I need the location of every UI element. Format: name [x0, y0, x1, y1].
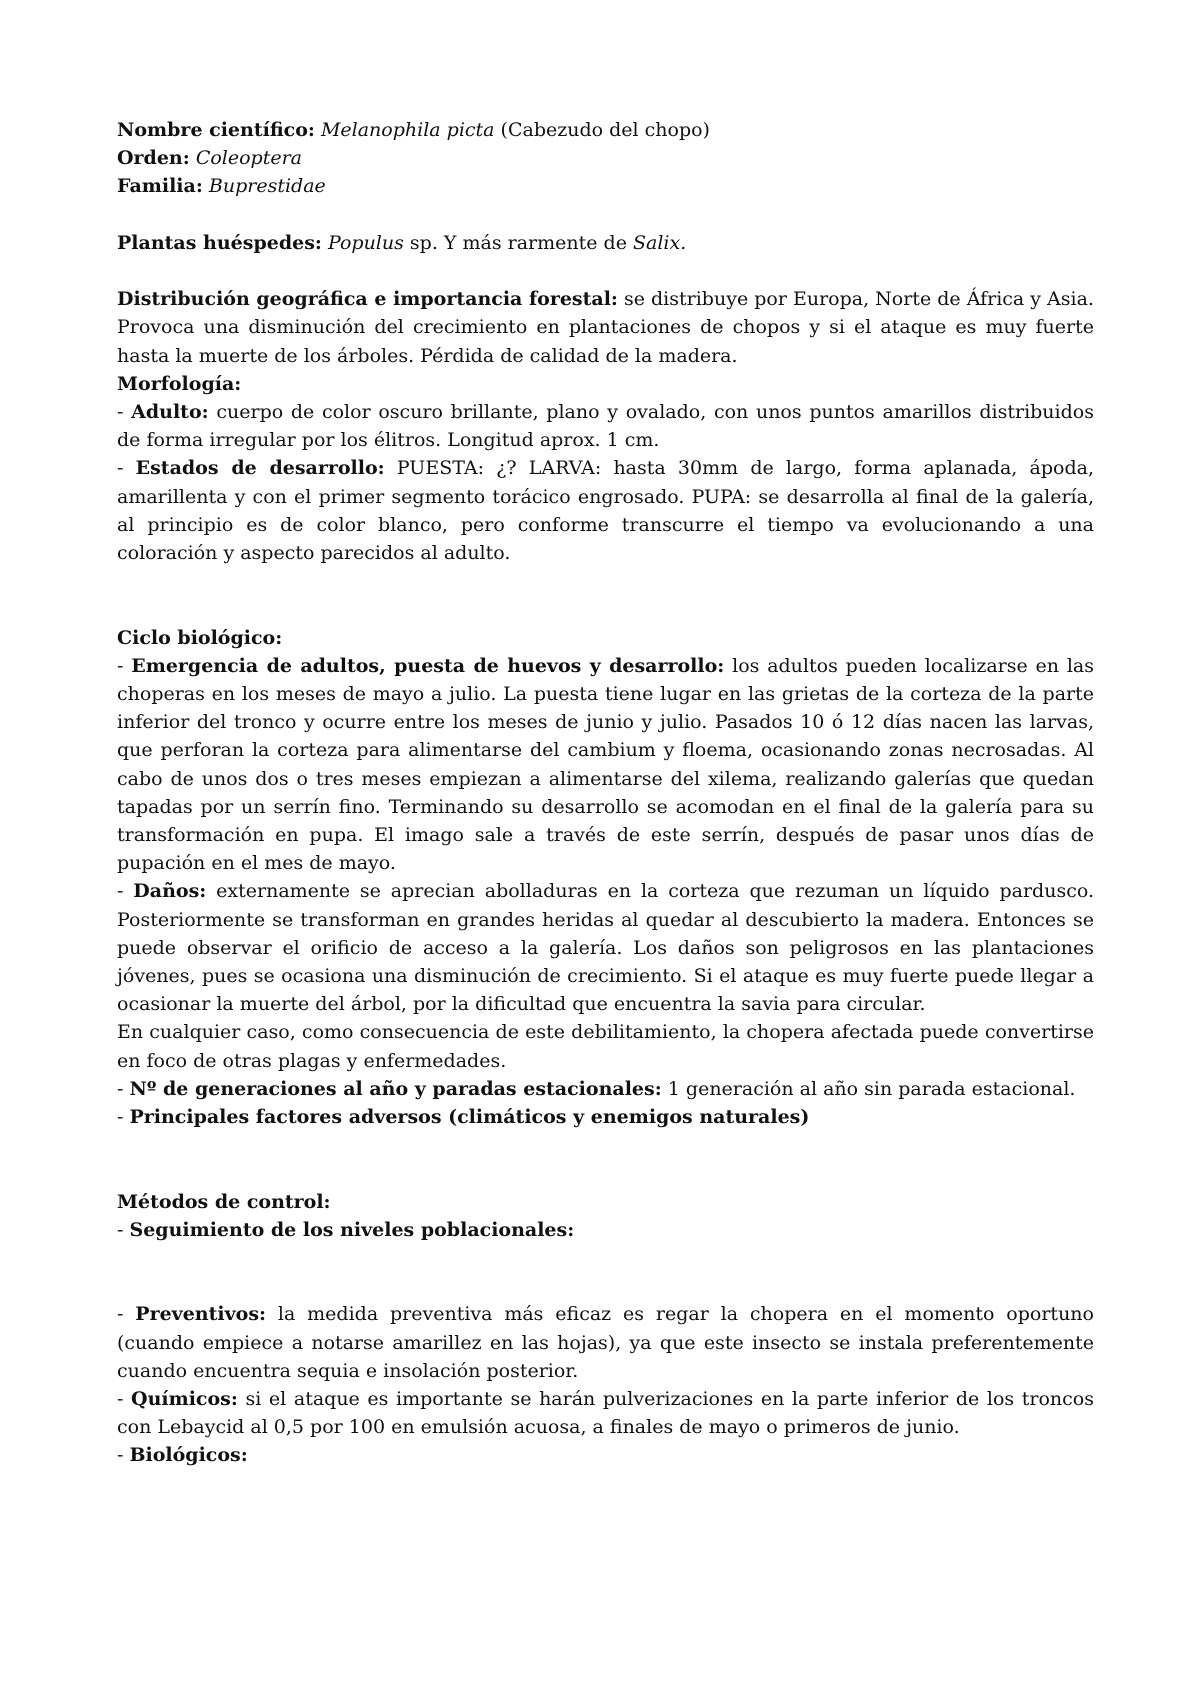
adverse-label: Principales factores adversos (climáticos y enemigos naturales) — [129, 1106, 810, 1129]
damage-label: Daños: — [133, 880, 207, 903]
preventive-paragraph — [117, 1300, 1094, 1385]
chemical-paragraph — [117, 1385, 1094, 1441]
morphology-heading: Morfología: — [117, 372, 242, 395]
stages-text: PUESTA: ¿? LARVA: hasta 30mm de largo, forma aplanada, ápoda, amarillenta y con el primer segmento torácico engrosado. PUPA: se desarrolla al final de la galería, al principio es de color blanco, pero conforme transcurre el tiempo va evolucionando a una coloración y aspecto parecidos al adulto. — [117, 457, 1094, 565]
preventive-text: la medida preventiva más eficaz es regar la chopera en el momento oportuno (cuando empiece a notarse amarillez en las hojas), ya que este insecto se instala preferentemente cuando encuentra sequia e insolación posterior. — [117, 1303, 1094, 1382]
generations-label: Nº de generaciones al año y paradas estacionales: — [129, 1077, 662, 1100]
emergence-prefix: - — [117, 654, 124, 677]
familia-value: Buprestidae — [208, 175, 326, 198]
control-heading: Métodos de control: — [117, 1190, 331, 1213]
document-page — [117, 116, 1094, 1470]
chemical-text: si el ataque es importante se harán pulverizaciones en la parte inferior de los troncos con Lebaycid al 0,5 por 100 en emulsión acuosa, a finales de mayo o primeros de junio. — [117, 1388, 1094, 1439]
monitoring-label: Seguimiento de los niveles poblacionales: — [129, 1218, 575, 1241]
damage-text: externamente se aprecian abolladuras en la corteza que rezuman un líquido pardusco. Posteriormente se transforman en grandes heridas al quedar al descubierto la madera. Entonces se puede observar el orificio de acceso a la galería. Los daños son peligrosos en las plantaciones jóvenes, pues se ocasiona una disminución de crecimiento. Si el ataque es muy fuerte puede llegar a ocasionar la muerte del árbol, por la dificultad que encuentra la savia para circular. — [117, 880, 1094, 1016]
adult-label: Adulto: — [131, 401, 209, 423]
generations-line — [117, 1075, 1094, 1103]
biological-prefix: - — [117, 1444, 124, 1467]
host-genus-salix: Salix. — [633, 231, 687, 254]
consequence-paragraph: En cualquier caso, como consecuencia de este debilitamiento, la chopera afectada puede convertirse en foco de otras plagas y enfermedades. — [117, 1021, 1094, 1072]
stages-label: Estados de desarrollo: — [135, 457, 385, 480]
emergence-paragraph — [117, 652, 1094, 878]
orden-line — [117, 144, 1094, 172]
chemical-prefix: - — [117, 1388, 124, 1411]
scientific-name-line — [117, 116, 1094, 144]
distribution-label: Distribución geográfica e importancia forestal: — [117, 288, 618, 311]
biological-line — [117, 1441, 1094, 1469]
damage-paragraph — [117, 877, 1094, 1018]
orden-label: Orden: — [117, 147, 190, 170]
monitoring-line — [117, 1216, 1094, 1244]
generations-text: 1 generación al año sin parada estacional. — [667, 1077, 1076, 1100]
development-stages-paragraph — [117, 454, 1094, 567]
chemical-label: Químicos: — [131, 1388, 238, 1411]
adult-text: cuerpo de color oscuro brillante, plano y ovalado, con unos puntos amarillos distribuidos de forma irregular por los élitros. Longitud aprox. 1 cm. — [117, 401, 1094, 452]
host-plants-line — [117, 229, 1094, 257]
cycle-heading: Ciclo biológico: — [117, 626, 283, 649]
monitoring-prefix: - — [117, 1218, 124, 1241]
preventive-label: Preventivos: — [135, 1303, 267, 1326]
host-genus-populus: Populus — [327, 231, 404, 254]
stages-prefix: - — [117, 457, 124, 480]
distribution-text: se distribuye por Europa, Norte de África y Asia. Provoca una disminución del crecimiento en plantaciones de chopos y si el ataque es muy fuerte hasta la muerte de los árboles. Pérdida de calidad de la madera. — [117, 288, 1094, 367]
common-name: (Cabezudo del chopo) — [500, 119, 710, 141]
emergence-text: los adultos pueden localizarse en las choperas en los meses de mayo a julio. La puesta tiene lugar en las grietas de la corteza de la parte inferior del tronco y ocurre entre los meses de junio y julio. Pasados 10 ó 12 días nacen las larvas, que perforan la corteza para alimentarse del cambium y floema, ocasionando zonas necrosadas. Al cabo de unos dos o tres meses empiezan a alimentarse del xilema, realizando galerías que quedan tapadas por un serrín fino. Terminando su desarrollo se acomodan en el final de la galería para su transformación en pupa. El imago sale a través de este serrín, después de pasar unos días de pupación en el mes de mayo. — [117, 654, 1094, 875]
adult-prefix: - — [117, 401, 124, 423]
adult-paragraph — [117, 398, 1094, 454]
preventive-prefix: - — [117, 1303, 124, 1326]
scientific-name-label: Nombre científico: — [117, 119, 315, 141]
distribution-paragraph — [117, 285, 1094, 370]
damage-prefix: - — [117, 880, 124, 903]
adverse-factors-line — [117, 1103, 1094, 1131]
familia-label: Familia: — [117, 175, 203, 198]
host-plants-text: sp. Y más rarmente de — [409, 231, 627, 254]
generations-prefix: - — [117, 1077, 124, 1100]
biological-label: Biológicos: — [129, 1444, 248, 1467]
orden-value: Coleoptera — [195, 147, 303, 170]
host-plants-label: Plantas huéspedes: — [117, 231, 322, 254]
adverse-prefix: - — [117, 1106, 124, 1129]
scientific-name: Melanophila picta — [320, 119, 495, 141]
familia-line — [117, 172, 1094, 200]
emergence-label: Emergencia de adultos, puesta de huevos y desarrollo: — [131, 654, 725, 677]
